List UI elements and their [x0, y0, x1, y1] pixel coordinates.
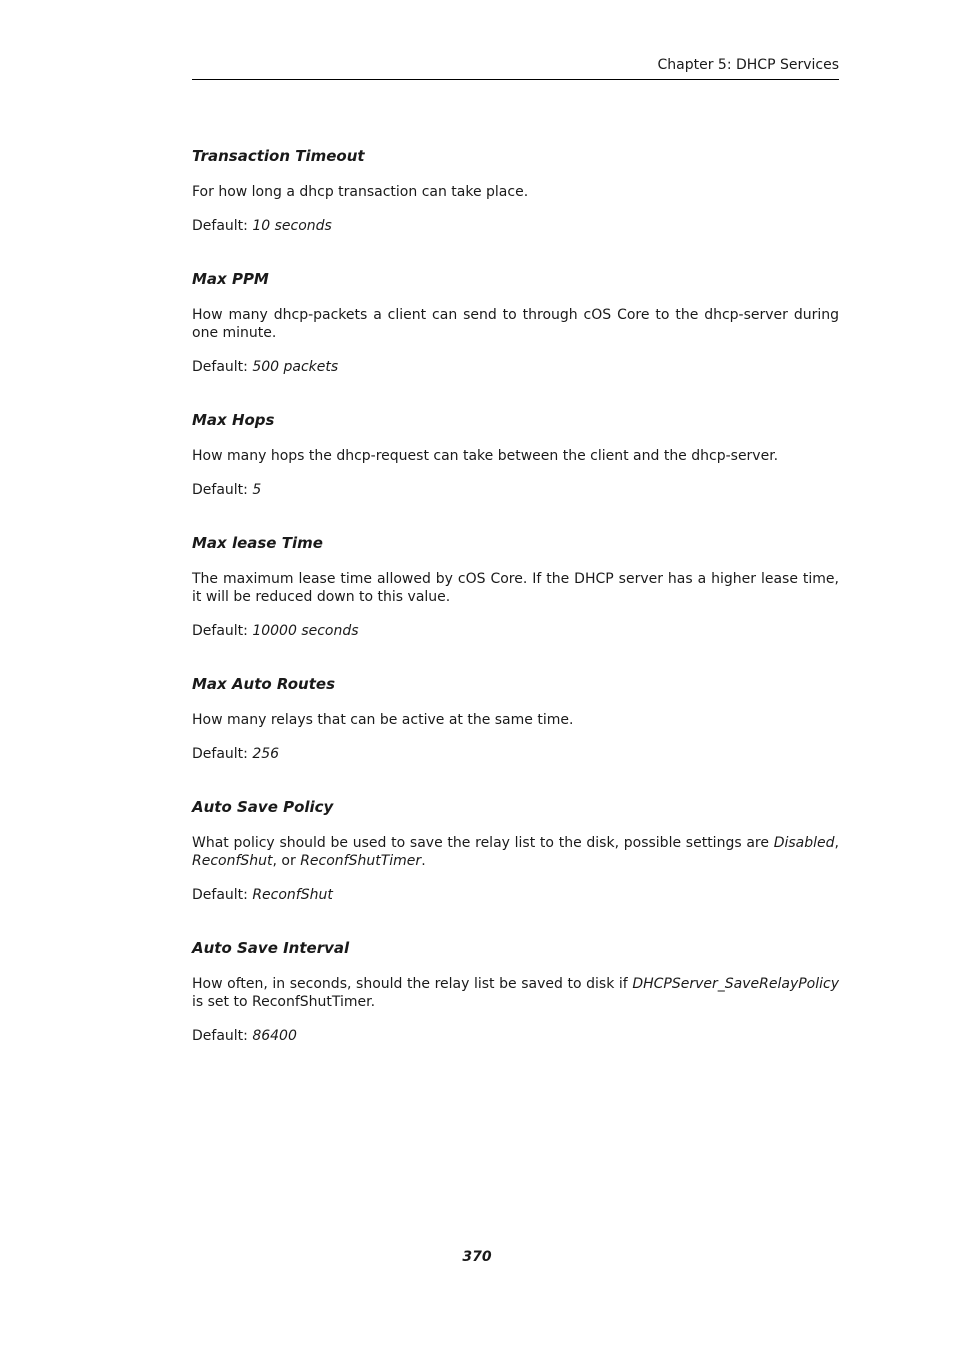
default-label: Default:	[192, 623, 253, 639]
setting-max-hops	[192, 410, 839, 499]
default-value: 500 packets	[252, 359, 339, 375]
setting-description: For how long a dhcp transaction can take place.	[192, 184, 529, 200]
setting-default	[192, 1027, 839, 1045]
setting-description: How many dhcp-packets a client can send to through cOS Core to the dhcp-server during one minute.	[192, 307, 839, 341]
option-reconfshuttimer: ReconfShutTimer	[300, 853, 422, 869]
description-text: , or	[272, 853, 301, 869]
setting-default	[192, 481, 839, 499]
setting-auto-save-policy	[192, 797, 839, 904]
option-reconfshut: ReconfShut	[192, 853, 273, 869]
default-value: 86400	[252, 1028, 297, 1044]
page-header	[192, 55, 839, 80]
description-text: How often, in seconds, should the relay list be saved to disk if	[192, 976, 633, 992]
setting-description: How many hops the dhcp-request can take between the client and the dhcp-server.	[192, 448, 779, 464]
default-label: Default:	[192, 746, 253, 762]
setting-default	[192, 217, 839, 235]
setting-title: Max Hops	[192, 411, 275, 429]
description-text: ,	[834, 835, 839, 851]
setting-max-ppm	[192, 269, 839, 376]
document-body	[192, 146, 839, 1079]
default-label: Default:	[192, 482, 253, 498]
setting-title: Max PPM	[192, 270, 269, 288]
default-value: 10 seconds	[252, 218, 332, 234]
setting-description	[192, 975, 839, 1011]
setting-max-lease-time	[192, 533, 839, 640]
default-value: ReconfShut	[252, 887, 333, 903]
setting-default	[192, 745, 839, 763]
setting-default	[192, 358, 839, 376]
setting-reference: DHCPServer_SaveRelayPolicy	[632, 976, 839, 992]
option-disabled: Disabled	[773, 835, 835, 851]
setting-description: The maximum lease time allowed by cOS Core. If the DHCP server has a higher lease time, it will be reduced down to this value.	[192, 571, 839, 605]
setting-title: Max Auto Routes	[192, 675, 335, 693]
setting-title: Max lease Time	[192, 534, 323, 552]
setting-title: Transaction Timeout	[192, 147, 365, 165]
description-text: .	[421, 853, 426, 869]
default-label: Default:	[192, 218, 253, 234]
setting-title: Auto Save Policy	[192, 798, 334, 816]
default-value: 256	[252, 746, 280, 762]
default-value: 10000 seconds	[252, 623, 359, 639]
setting-title: Auto Save Interval	[192, 939, 350, 957]
default-label: Default:	[192, 359, 253, 375]
setting-default	[192, 886, 839, 904]
setting-max-auto-routes	[192, 674, 839, 763]
setting-transaction-timeout	[192, 146, 839, 235]
description-text: What policy should be used to save the relay list to the disk, possible settings are	[192, 835, 774, 851]
page-number: 370	[462, 1249, 492, 1265]
setting-description: How many relays that can be active at the same time.	[192, 712, 574, 728]
setting-description	[192, 834, 839, 870]
setting-default	[192, 622, 839, 640]
description-text: is set to ReconfShutTimer.	[192, 994, 376, 1010]
chapter-title: Chapter 5: DHCP Services	[657, 57, 839, 73]
default-label: Default:	[192, 887, 253, 903]
setting-auto-save-interval	[192, 938, 839, 1045]
default-label: Default:	[192, 1028, 253, 1044]
default-value: 5	[252, 482, 262, 498]
